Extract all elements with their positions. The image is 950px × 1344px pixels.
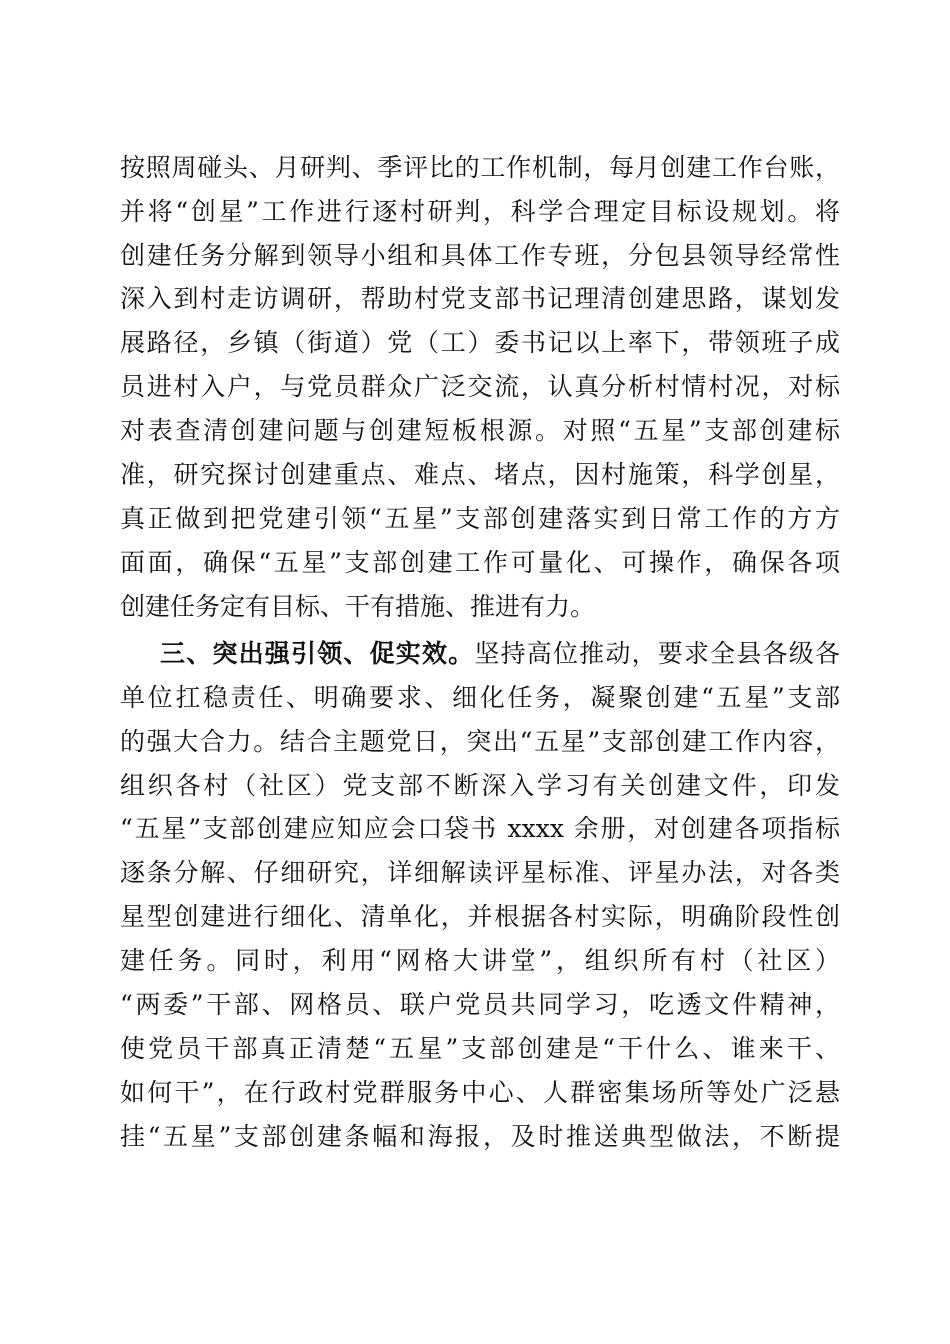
paragraph-2-line-4: 组织各村（社区）党支部不断深入学习有关创建文件，印发 [120, 771, 840, 800]
paragraph-2-line-10: 使党员干部真正清楚“五星”支部创建是“干什么、谁来干、 [120, 1034, 840, 1063]
paragraph-1-line-2: 并将“创星”工作进行逐村研判，科学合理定目标设规划。将 [120, 197, 840, 226]
paragraph-2-first-line-text: 坚持高位推动，要求全县各级各 [474, 639, 840, 668]
paragraph-1-line-10: 面面，确保“五星”支部创建工作可量化、可操作，确保各项 [120, 548, 840, 577]
paragraph-2-line-6: 逐条分解、仔细研究，详细解读评星标准、评星办法，对各类 [120, 858, 840, 887]
paragraph-2-line-5: “五星”支部创建应知应会口袋书 xxxx 余册，对创建各项指标 [120, 814, 840, 843]
paragraph-2-line-8: 建任务。同时，利用“网格大讲堂”，组织所有村（社区） [120, 946, 840, 975]
section-heading: 三、突出强引领、促实效。 [160, 639, 475, 668]
paragraph-1-line-7: 对表查清创建问题与创建短板根源。对照“五星”支部创建标 [120, 416, 840, 445]
paragraph-2-line-7: 星型创建进行细化、清单化，并根据各村实际，明确阶段性创 [120, 902, 840, 931]
paragraph-1-line-3: 创建任务分解到领导小组和具体工作专班，分包县领导经常性 [120, 241, 840, 270]
paragraph-1-line-8: 准，研究探讨创建重点、难点、堵点，因村施策，科学创星， [120, 460, 840, 489]
paragraph-2-line-11: 如何干”，在行政村党群服务中心、人群密集场所等处广泛悬 [120, 1078, 840, 1107]
paragraph-2-line-12: 挂“五星”支部创建条幅和海报，及时推送典型做法，不断提 [120, 1122, 840, 1151]
paragraph-1-line-11: 创建任务定有目标、干有措施、推进有力。 [120, 592, 596, 621]
paragraph-2-line-3: 的强大合力。结合主题党日，突出“五星”支部创建工作内容， [120, 727, 840, 756]
paragraph-1-line-5: 展路径，乡镇（街道）党（工）委书记以上率下，带领班子成 [120, 328, 840, 357]
paragraph-2-line-9: “两委”干部、网格员、联户党员共同学习，吃透文件精神， [120, 990, 840, 1019]
paragraph-1-line-4: 深入到村走访调研，帮助村党支部书记理清创建思路，谋划发 [120, 284, 840, 313]
paragraph-1-line-6: 员进村入户，与党员群众广泛交流，认真分析村情村况，对标 [120, 372, 840, 401]
paragraph-1-line-1: 按照周碰头、月研判、季评比的工作机制，每月创建工作台账， [120, 153, 840, 182]
paragraph-1-line-9: 真正做到把党建引领“五星”支部创建落实到日常工作的方方 [120, 504, 840, 533]
paragraph-2-first-line [160, 637, 840, 671]
paragraph-2-line-2: 单位扛稳责任、明确要求、细化任务，凝聚创建“五星”支部 [120, 683, 840, 712]
